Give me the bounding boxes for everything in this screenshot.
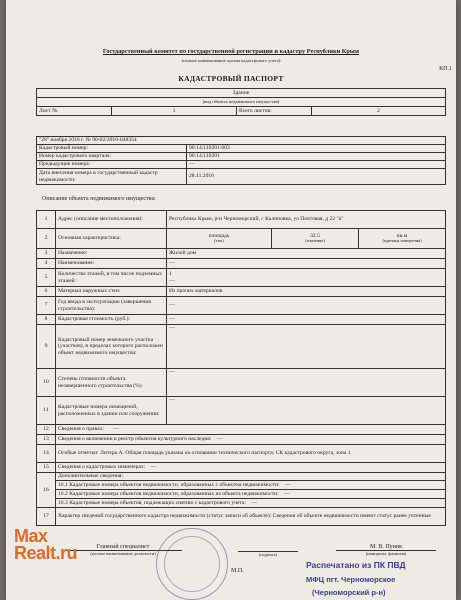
engineers-label: Сведения о кадастровых инженерах: bbox=[58, 464, 146, 471]
seal-place-label: М.П. bbox=[231, 568, 244, 574]
row-number: 13 bbox=[37, 435, 56, 445]
signer-position-caption: (полное наименование должности) bbox=[90, 551, 156, 556]
sheet-label: Лист № bbox=[37, 107, 112, 116]
additional-info-title: Дополнительные сведения: bbox=[56, 473, 446, 481]
row-number: 4 bbox=[37, 259, 56, 269]
heritage-value: — bbox=[216, 436, 223, 443]
row-number: 17 bbox=[37, 508, 56, 526]
organization-caption: (полное наименование органа кадастрового учета) bbox=[181, 58, 281, 63]
total-sheets-number: 2 bbox=[312, 107, 446, 116]
document-title: КАДАСТРОВЫЙ ПАСПОРТ bbox=[178, 74, 284, 83]
premises-value: — bbox=[167, 397, 446, 425]
rights-label: Сведения о правах: bbox=[58, 426, 104, 433]
sub-value: — bbox=[251, 499, 258, 506]
record-status: Характер сведений государственного кадастра недвижимости (статус записи об объекте): Сведения об объекте недвижимости имеют статус ранее учтенные bbox=[56, 508, 446, 526]
row-number: 1 bbox=[37, 211, 56, 229]
row-number: 16 bbox=[37, 473, 56, 508]
sub-number: 16.1 bbox=[58, 481, 68, 488]
wall-material-value: Из прочих материалов bbox=[167, 287, 446, 297]
print-stamp-line2: МФЦ пгт. Черноморское bbox=[306, 575, 396, 584]
floors-label: Количество этажей, в том числе подземных этажей : bbox=[56, 269, 167, 287]
name-value: — bbox=[167, 259, 446, 269]
sub-text: Кадастровые номера объектов недвижимости, образованных из объекта недвижимости: bbox=[69, 490, 279, 497]
sub-value: — bbox=[284, 490, 290, 497]
unit-caption: (единица измерения) bbox=[382, 238, 422, 244]
wall-material-label: Материал наружных стен: bbox=[56, 287, 167, 297]
object-type-caption: (вид объекта недвижимого имущества) bbox=[37, 98, 446, 107]
rights-row bbox=[56, 425, 446, 435]
row-number: 10 bbox=[37, 369, 56, 397]
characteristic-type-value: площадь bbox=[208, 232, 230, 239]
underground-floors-value: — bbox=[169, 277, 175, 284]
heritage-row bbox=[56, 435, 446, 445]
total-sheets-label: Всего листов: bbox=[237, 107, 312, 116]
cadastral-cost-label: Кадастровая стоимость (руб.): bbox=[56, 315, 167, 325]
print-stamp-line3: (Черноморский р-н) bbox=[312, 588, 386, 597]
purpose-value: Жилой дом bbox=[167, 249, 446, 259]
characteristic-unit bbox=[359, 229, 446, 249]
rights-value: — bbox=[113, 426, 119, 433]
area-value: 32.5 bbox=[310, 232, 320, 239]
commission-year-value: — bbox=[167, 297, 446, 315]
signer-name bbox=[336, 544, 436, 556]
additional-info-16-3 bbox=[56, 499, 446, 508]
watermark-logo-line2: Realt.ru bbox=[14, 543, 78, 563]
object-type-table bbox=[36, 88, 446, 116]
characteristic-type bbox=[167, 229, 272, 249]
heritage-label: Сведения о включении в реестр объектов культурного наследия: bbox=[58, 436, 212, 443]
area-caption: (значение) bbox=[305, 238, 325, 244]
readiness-label: Степень готовности объекта незавершенного строительства (%) bbox=[56, 369, 167, 397]
address-label: Адрес (описание местоположения): bbox=[56, 211, 167, 229]
signature-caption: (подпись) bbox=[258, 552, 278, 557]
row-number: 6 bbox=[37, 287, 56, 297]
print-stamp-line1: Распечатано из ПК ПВД bbox=[306, 560, 406, 570]
row-number: 3 bbox=[37, 249, 56, 259]
sub-text: Кадастровые номера объектов, подлежащих снятию с кадастрового учета: bbox=[69, 499, 247, 506]
address-value: Республика Крым, р-н Черноморский, с Калиновка, ул Почтовая, д 22 "а" bbox=[167, 211, 446, 229]
object-type-value: Здание bbox=[37, 89, 446, 98]
row-number: 5 bbox=[37, 269, 56, 287]
cadastral-number-value: 90:14:110201:603 bbox=[187, 145, 446, 153]
previous-numbers-value: — bbox=[187, 161, 446, 169]
unit-value: кв.м bbox=[396, 232, 408, 239]
entry-date-value: 28.11.2016 bbox=[187, 169, 446, 185]
previous-numbers-label: Предыдущие номера: bbox=[37, 161, 187, 169]
commission-year-label: Год ввода в эксплуатацию (завершения строительства): bbox=[56, 297, 167, 315]
quarter-number-value: 90:14:110201 bbox=[187, 153, 446, 161]
main-characteristic-label: Основная характеристика: bbox=[56, 229, 167, 249]
sub-text: Кадастровые номера объектов недвижимости, образованных с объектом недвижимости: bbox=[69, 481, 280, 488]
characteristic-type-caption: (тип) bbox=[214, 238, 224, 244]
organization-name: Государственный комитет по государственной регистрации и кадастру Республики Крым bbox=[102, 48, 360, 55]
cadastral-cost-value: — bbox=[167, 315, 446, 325]
additional-info-16-2 bbox=[56, 490, 446, 499]
special-notes: Особые отметки: Литера А. Общая площадь указана на основании технического паспорта; СК кадастрового округа, зона 1 bbox=[56, 445, 446, 463]
row-number: 14 bbox=[37, 445, 56, 463]
sheet-number: 1 bbox=[112, 107, 237, 116]
entry-date-label: Дата внесения номера в государственный кадастр недвижимости: bbox=[37, 169, 187, 185]
signer-name-value: М. В. Пуник bbox=[336, 544, 436, 551]
description-table bbox=[36, 210, 446, 526]
engineers-value: — bbox=[150, 464, 157, 471]
premises-label: Кадастровые номера помещений, расположенных в здании или сооружении: bbox=[56, 397, 167, 425]
additional-info-16-1 bbox=[56, 481, 446, 490]
row-number: 8 bbox=[37, 315, 56, 325]
land-plot-value: — bbox=[167, 325, 446, 369]
purpose-label: Назначение: bbox=[56, 249, 167, 259]
watermark-logo-line1: Max bbox=[14, 526, 48, 546]
row-number: 7 bbox=[37, 297, 56, 315]
registry-date-number: "28" ноября 2016 г. № 90-02/2016-648354 bbox=[37, 137, 446, 145]
registry-table bbox=[36, 136, 446, 185]
floors-value: 1 bbox=[169, 271, 172, 278]
row-number: 12 bbox=[37, 425, 56, 435]
description-title: Описание объекта недвижимого имущества: bbox=[42, 196, 156, 202]
form-code: КП.1 bbox=[439, 66, 452, 72]
signer-name-caption: (инициалы, фамилия) bbox=[365, 551, 407, 556]
land-plot-label: Кадастровый номер земельного участка (участков), в пределах которого расположен объект недвижимого имущества: bbox=[56, 325, 167, 369]
cadastral-number-label: Кадастровый номер: bbox=[37, 145, 187, 153]
row-number: 9 bbox=[37, 325, 56, 369]
name-label: Наименование: bbox=[56, 259, 167, 269]
signer-position-value: Главный специалист bbox=[64, 544, 182, 551]
readiness-value: — bbox=[167, 369, 446, 397]
round-seal-inner bbox=[164, 536, 220, 592]
engineers-row bbox=[56, 463, 446, 473]
sub-number: 16.2 bbox=[58, 490, 68, 497]
sub-number: 16.3 bbox=[58, 499, 68, 506]
characteristic-amount bbox=[272, 229, 359, 249]
row-number: 15 bbox=[37, 463, 56, 473]
sub-value: — bbox=[284, 481, 291, 488]
row-number: 11 bbox=[37, 397, 56, 425]
row-number: 2 bbox=[37, 229, 56, 249]
floors-values bbox=[167, 269, 446, 287]
quarter-number-label: Номер кадастрового квартала: bbox=[37, 153, 187, 161]
document-sheet bbox=[6, 0, 456, 600]
signer-signature bbox=[238, 544, 298, 557]
